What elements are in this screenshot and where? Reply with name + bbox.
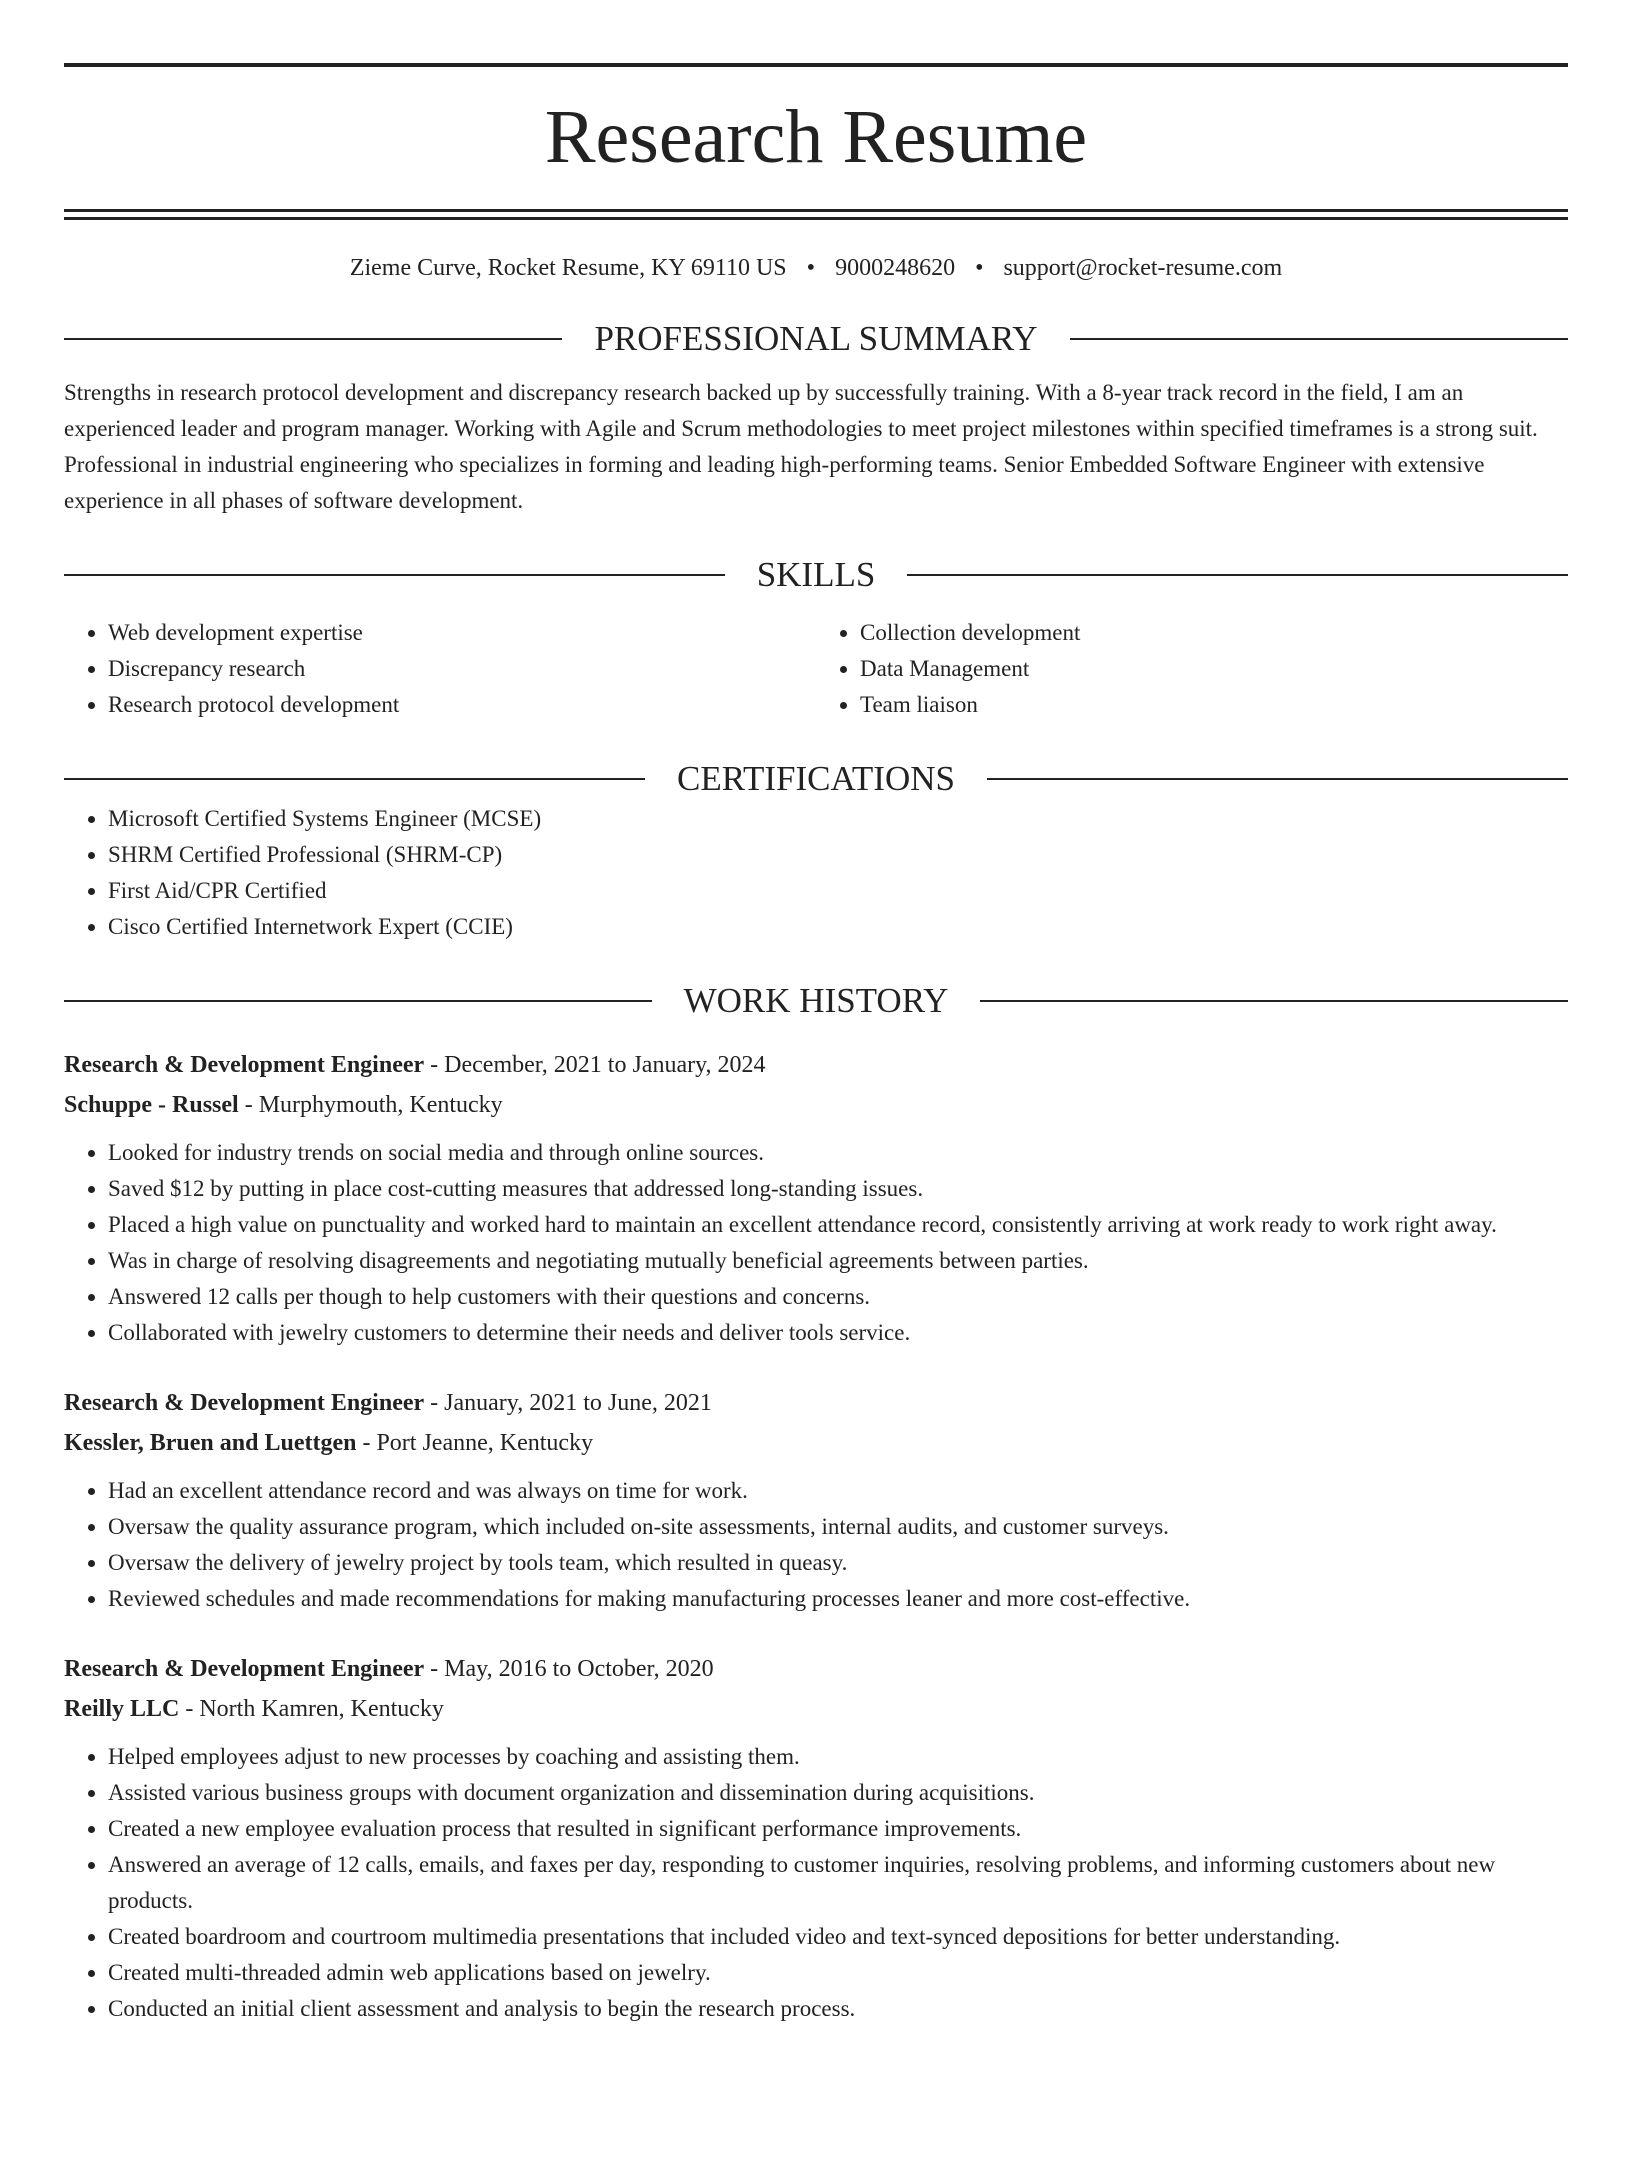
job-bullet: • Oversaw the delivery of jewelry project by tools team, which resulted in queasy. [108,1545,1568,1581]
job-bullets [64,1739,1568,2027]
contact-info [64,253,1568,283]
section-rule-left [64,1000,652,1002]
section-rule-left [64,574,725,576]
section-rule-left [64,778,645,780]
job-company-line [64,1423,1568,1463]
job-bullet: • Had an excellent attendance record and was always on time for work. [108,1473,1568,1509]
job-company: Reilly LLC [64,1696,180,1722]
certification-item: • SHRM Certified Professional (SHRM-CP) [108,837,1568,873]
job-entry [64,1649,1568,2027]
skill-item: • Discrepancy research [108,651,816,687]
summary-section-heading [64,317,1568,361]
job-bullet: • Created multi-threaded admin web applications based on jewelry. [108,1955,1568,1991]
job-bullet: • Conducted an initial client assessment and analysis to begin the research process. [108,1991,1568,2027]
job-bullet: • Was in charge of resolving disagreements and negotiating mutually beneficial agreements between parties. [108,1243,1568,1279]
skills-list [64,615,1568,723]
job-location: - Murphymouth, Kentucky [238,1092,503,1118]
job-bullet: • Placed a high value on punctuality and worked hard to maintain an excellent attendance record, consistently arriving at work ready to work right away. [108,1207,1568,1243]
job-title: Research & Development Engineer [64,1390,425,1416]
certification-item: • Cisco Certified Internetwork Expert (CCIE) [108,909,1568,945]
job-bullet: • Collaborated with jewelry customers to determine their needs and deliver tools service. [108,1315,1568,1351]
skill-item: • Collection development [860,615,1568,651]
job-title: Research & Development Engineer [64,1656,425,1682]
section-rule-left [64,338,562,340]
work-history-section-title: WORK HISTORY [683,981,949,1020]
certifications-list [64,801,1568,945]
contact-email: support@rocket-resume.com [1003,255,1283,281]
resume-page [0,63,1632,2175]
title-double-rule [64,209,1568,220]
job-bullet: • Looked for industry trends on social media and through online sources. [108,1135,1568,1171]
job-dates: - December, 2021 to January, 2024 [424,1052,766,1078]
skill-item: • Team liaison [860,687,1568,723]
job-bullet: • Answered an average of 12 calls, emails, and faxes per day, responding to customer inquiries, resolving problems, and informing customers about new products. [108,1847,1568,1919]
job-bullet: • Created a new employee evaluation process that resulted in significant performance improvements. [108,1811,1568,1847]
skill-item: • Web development expertise [108,615,816,651]
certification-item: • Microsoft Certified Systems Engineer (MCSE) [108,801,1568,837]
job-company: Kessler, Bruen and Luettgen [64,1430,357,1456]
work-history-section-heading [64,979,1568,1023]
job-location: - Port Jeanne, Kentucky [356,1430,594,1456]
summary-text: Strengths in research protocol development and discrepancy research backed up by successfully training. With a 8-year track record in the field, I am an experienced leader and program manager. Working with Agile and Scrum methodologies to meet project milestones within specified timeframes is a strong suit. Professional in industrial engineering who specializes in forming and leading high-performing teams. Senior Embedded Software Engineer with extensive experience in all phases of software development. [64,380,1538,513]
contact-address: Zieme Curve, Rocket Resume, KY 69110 US [349,255,787,281]
top-rule [64,63,1568,67]
job-company-line [64,1085,1568,1125]
skills-column-left [64,615,816,723]
resume-title: Research Resume [544,95,1088,179]
job-title-line [64,1383,1568,1423]
job-bullet: • Reviewed schedules and made recommendations for making manufacturing processes leaner and more cost-effective. [108,1581,1568,1617]
job-bullet: • Answered 12 calls per though to help customers with their questions and concerns. [108,1279,1568,1315]
skills-column-right [816,615,1568,723]
job-company: Schuppe - Russel [64,1092,239,1118]
job-title-line [64,1649,1568,1689]
job-bullets [64,1473,1568,1617]
summary-section-title: PROFESSIONAL SUMMARY [594,319,1038,358]
certifications-section-heading [64,757,1568,801]
skill-item: • Data Management [860,651,1568,687]
job-dates: - January, 2021 to June, 2021 [424,1390,712,1416]
skills-section-title: SKILLS [756,555,876,594]
section-rule-right [987,778,1568,780]
job-title-line [64,1045,1568,1085]
section-rule-right [980,1000,1568,1002]
contact-separator: • [975,255,984,281]
job-location: - North Kamren, Kentucky [179,1696,444,1722]
job-title: Research & Development Engineer [64,1052,425,1078]
section-rule-right [907,574,1568,576]
certifications-section-title: CERTIFICATIONS [677,759,955,798]
section-rule-right [1070,338,1568,340]
job-bullet: • Helped employees adjust to new processes by coaching and assisting them. [108,1739,1568,1775]
job-dates: - May, 2016 to October, 2020 [424,1656,714,1682]
job-bullets [64,1135,1568,1351]
skills-section-heading [64,553,1568,597]
certification-item: • First Aid/CPR Certified [108,873,1568,909]
contact-phone: 9000248620 [835,255,956,281]
job-bullet: • Created boardroom and courtroom multimedia presentations that included video and text-synced depositions for better understanding. [108,1919,1568,1955]
job-bullet: • Oversaw the quality assurance program, which included on-site assessments, internal audits, and customer surveys. [108,1509,1568,1545]
job-bullet: • Assisted various business groups with document organization and dissemination during acquisitions. [108,1775,1568,1811]
skill-item: • Research protocol development [108,687,816,723]
contact-separator: • [806,255,816,281]
job-bullet: • Saved $12 by putting in place cost-cutting measures that addressed long-standing issues. [108,1171,1568,1207]
job-entry [64,1045,1568,1351]
job-company-line [64,1689,1568,1729]
job-entry [64,1383,1568,1617]
